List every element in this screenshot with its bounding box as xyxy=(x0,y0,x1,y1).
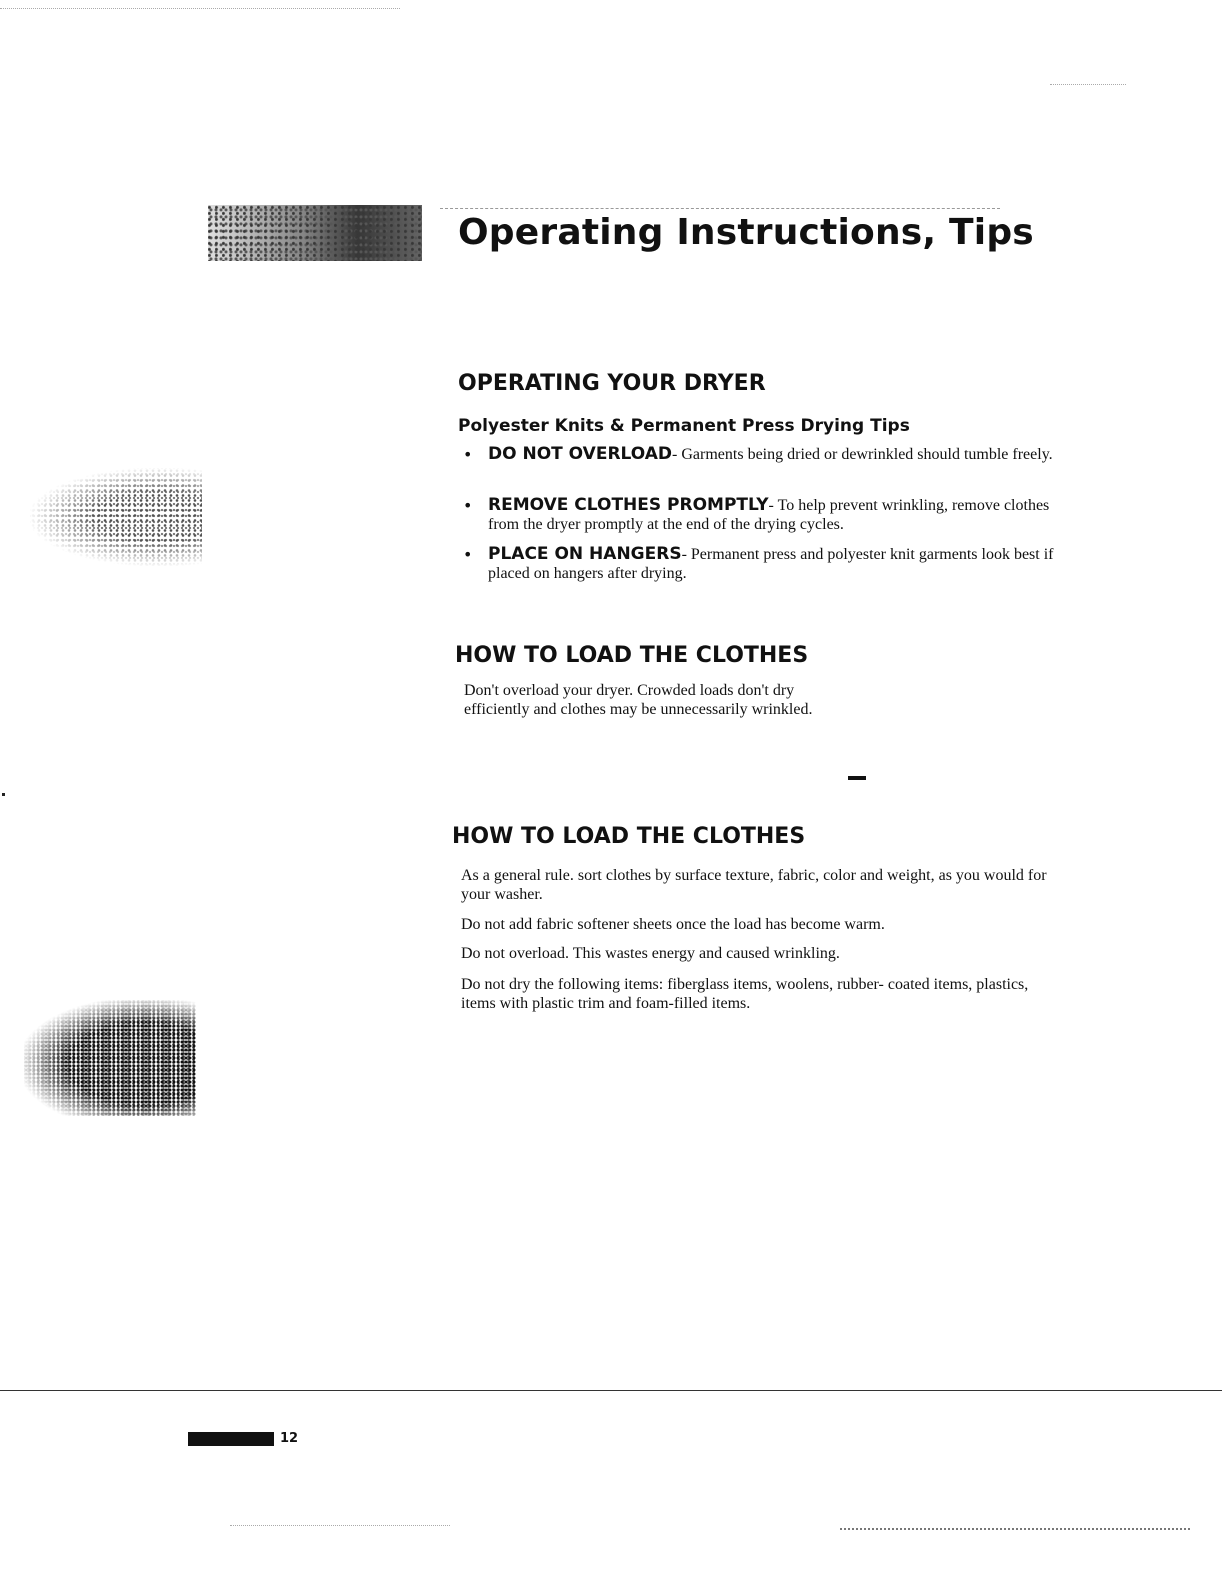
header-rule xyxy=(440,208,1000,209)
scan-speckle-decoration xyxy=(24,1000,196,1116)
tip-text: - Permanent press and polyester knit garments look best if placed on hangers after drying. xyxy=(488,546,1054,582)
tip-text: - Garments being dried or dewrinkled should tumble freely. xyxy=(672,446,1053,463)
bullet-icon: • xyxy=(463,545,473,564)
tip-lead: PLACE ON HANGERS xyxy=(488,544,682,564)
load-2-paragraph: Do not dry the following items: fiberglass items, woolens, rubber- coated items, plastics, items with plastic trim and foam-filled items. xyxy=(461,976,1029,1012)
header-decorative-block xyxy=(208,205,422,261)
tip-lead: REMOVE CLOTHES PROMPTLY xyxy=(488,495,769,515)
scan-speckle-decoration xyxy=(30,468,202,566)
scan-noise xyxy=(230,1525,450,1527)
tip-item xyxy=(464,445,1084,464)
scan-noise xyxy=(840,1528,1190,1531)
scan-noise xyxy=(1050,84,1126,86)
section-heading-load-1: HOW TO LOAD THE CLOTHES xyxy=(455,643,809,668)
bullet-icon: • xyxy=(463,445,473,464)
section-heading-load-2: HOW TO LOAD THE CLOTHES xyxy=(452,824,806,849)
tip-item xyxy=(464,545,1084,583)
scan-noise xyxy=(0,8,400,10)
tip-lead: DO NOT OVERLOAD xyxy=(488,444,673,464)
tip-text: - To help prevent wrinkling, remove clothes from the dryer promptly at the end of the drying cycles. xyxy=(488,497,1050,533)
footer-rule xyxy=(0,1390,1222,1391)
page-number: 12 xyxy=(280,1431,299,1446)
load-2-paragraph: As a general rule. sort clothes by surface texture, fabric, color and weight, as you would for your washer. xyxy=(461,867,1047,903)
scan-dot xyxy=(2,793,5,796)
subheading-polyester-tips: Polyester Knits & Permanent Press Drying Tips xyxy=(458,416,910,436)
load-1-body: Don't overload your dryer. Crowded loads don't dry efficiently and clothes may be unnecessarily wrinkled. xyxy=(464,682,813,718)
dash-mark xyxy=(848,776,866,780)
load-2-paragraph: Do not overload. This wastes energy and caused wrinkling. xyxy=(461,945,840,962)
bullet-icon: • xyxy=(463,496,473,515)
tip-item xyxy=(464,496,1084,534)
page-number-bar xyxy=(188,1432,274,1446)
page-title: Operating Instructions, Tips xyxy=(458,212,1034,253)
section-heading-operating: OPERATING YOUR DRYER xyxy=(458,371,766,396)
load-2-paragraph: Do not add fabric softener sheets once the load has become warm. xyxy=(461,916,885,933)
